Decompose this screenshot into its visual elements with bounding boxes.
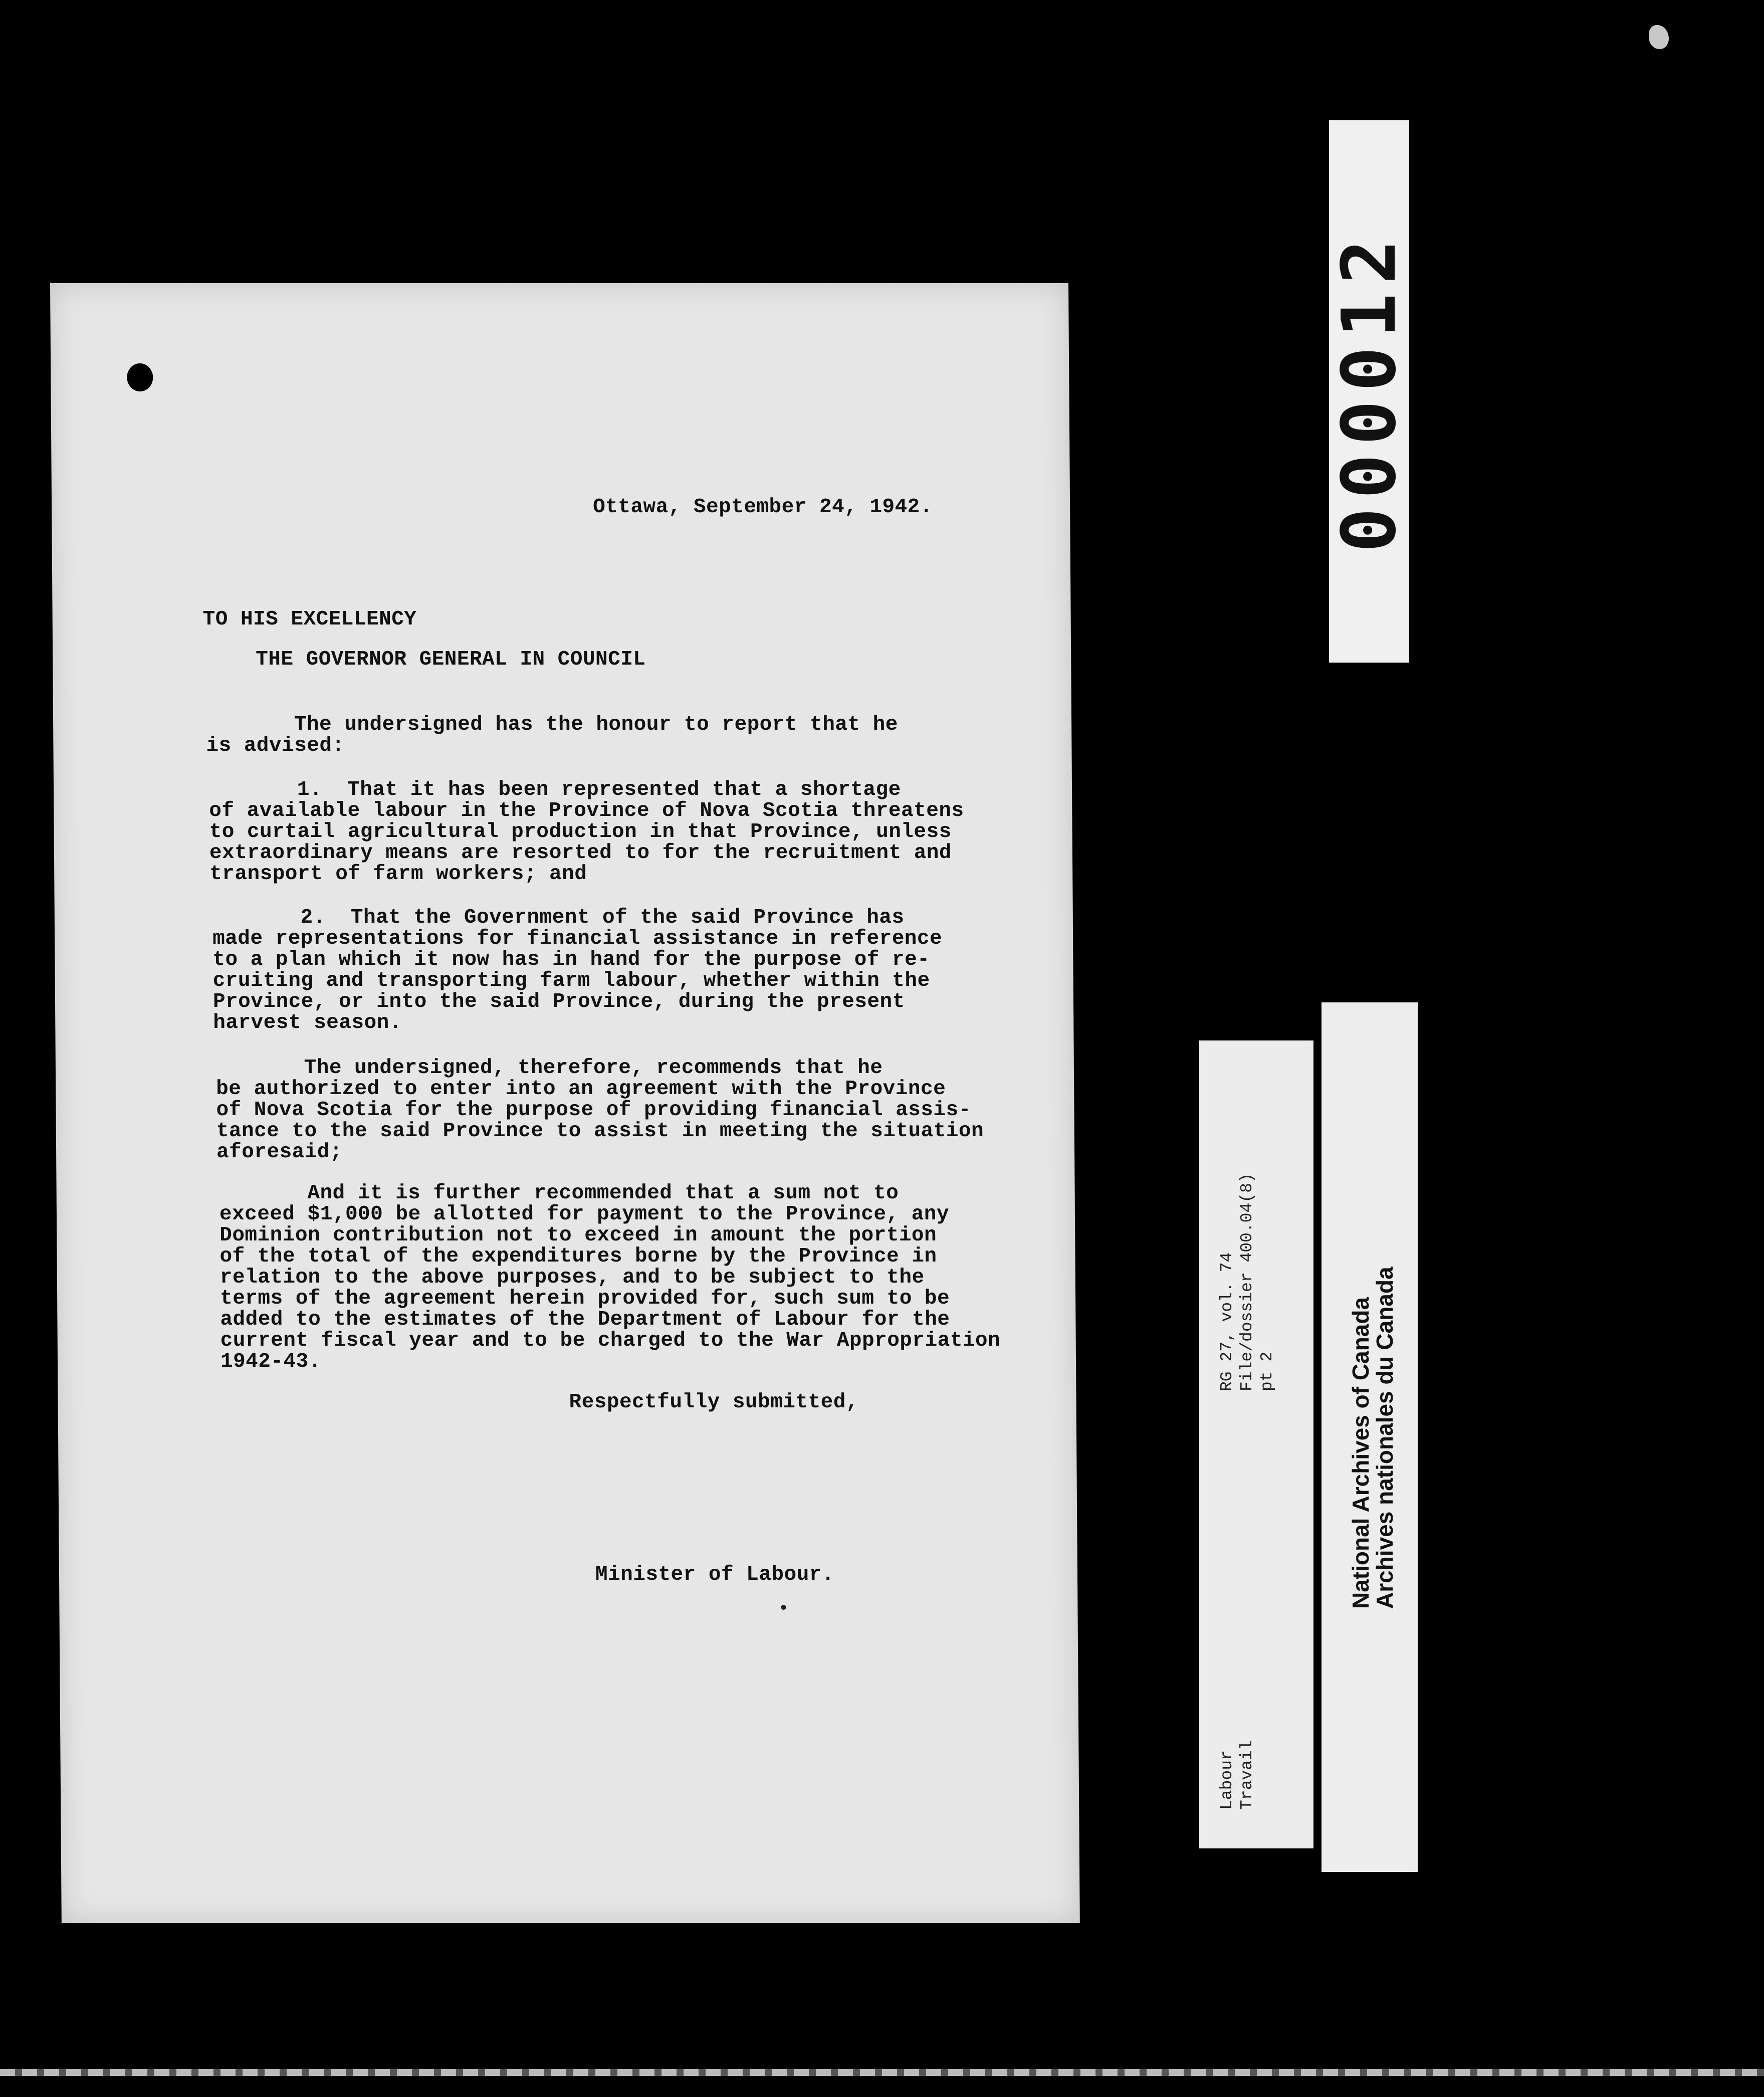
intro-paragraph: The undersigned has the honour to report that he is advised:: [205, 713, 899, 757]
paragraph-2: 2. That the Government of the said Province has made representations for financial assistance in reference to a plan which it now has in hand for the purpose of re- cruiting and transporting farm labour, whether within the Province, or into the said Province, during the present harvest season.: [212, 906, 943, 1034]
ink-dot: [781, 1605, 786, 1610]
document-body: [50, 283, 1080, 1923]
addressee-line-2: THE GOVERNOR GENERAL IN COUNCIL: [256, 648, 646, 671]
frame-number: 000012: [1326, 230, 1412, 553]
addressee-line: TO HIS EXCELLENCY: [202, 608, 417, 631]
film-edge-band: [0, 2069, 1764, 2076]
archive-label-card: [1321, 1002, 1418, 1872]
date-line: Ottawa, September 24, 1942.: [592, 496, 933, 519]
archive-label: National Archives of Canada Archives nationales du Canada: [1348, 1267, 1398, 1609]
document-sheet: [50, 283, 1080, 1923]
closing-line: Respectfully submitted,: [569, 1391, 859, 1414]
frame-number-strip: [1326, 120, 1412, 663]
paragraph-1: 1. That it has been represented that a shortage of available labour in the Province of Nova Scotia threatens to curtail agricultural production in that Province, unless extraordinary means are resorted to for the recruitment and transport of farm workers; and: [208, 778, 964, 886]
department-text: Labour Travail: [1218, 1740, 1256, 1810]
paragraph-3: The undersigned, therefore, recommends that he be authorized to enter into an agreement with the Province of Nova Scotia for the purpose of providing financial assis- tance to the said Province to assist in meeting the situation aforesaid;: [215, 1057, 984, 1164]
paragraph-4: And it is further recommended that a sum not to exceed $1,000 be allotted for payment to the Province, any Dominion contribution not to exceed in amount the portion of the total of the expenditures borne by the Province in relation to the above purposes, and to be subject to the terms of the agreement herein provided for, such sum to be added to the estimates of the Department of Labour for the current fiscal year and to be charged to the War Appropriation 1942-43.: [219, 1182, 1001, 1373]
film-speck: [1649, 25, 1669, 49]
reference-text: RG 27, vol. 74 File/dossier 400.04(8) pt 2: [1218, 1173, 1276, 1391]
signature-title: Minister of Labour.: [595, 1563, 835, 1586]
reference-card: [1199, 1040, 1313, 1848]
